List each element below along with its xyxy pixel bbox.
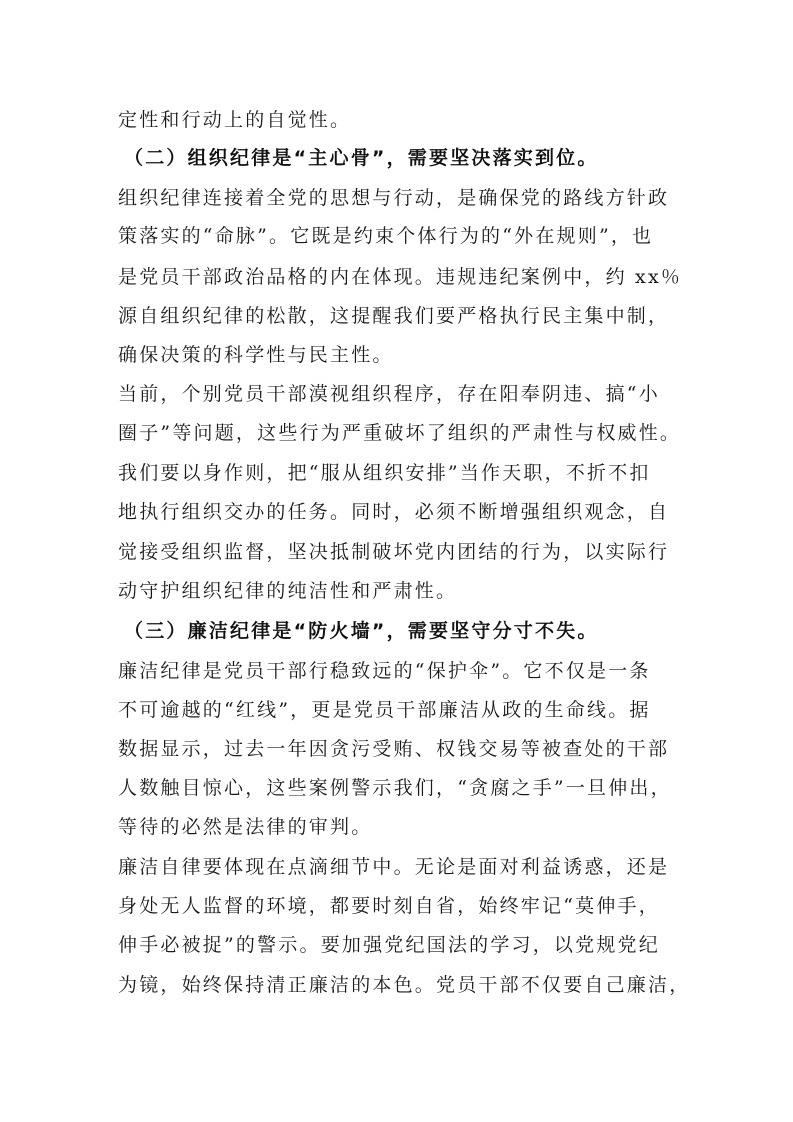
body-line: 不可逾越的“红线”，更是党员干部廉洁从政的生命线。据 bbox=[118, 699, 651, 721]
body-line: 地执行组织交办的任务。同时，必须不断增强组织观念，自 bbox=[118, 501, 670, 523]
body-line: 动守护组织纪律的纯洁性和严肃性。 bbox=[118, 580, 458, 602]
body-line: 是党员干部政治品格的内在体现。违规违纪案例中，约 xx％ bbox=[118, 266, 683, 288]
body-line: 等待的必然是法律的审判。 bbox=[118, 816, 373, 838]
body-line: 策落实的“命脉”。它既是约束个体行为的“外在规则”，也 bbox=[118, 225, 654, 247]
body-line: 身处无人监督的环境，都要时刻自省，始终牢记“莫伸手， bbox=[118, 895, 660, 917]
body-line: 廉洁自律要体现在点滴细节中。无论是面对利益诱惑，还是 bbox=[118, 856, 670, 878]
body-line: 组织纪律连接着全党的思想与行动，是确保党的路线方针政 bbox=[118, 187, 670, 209]
body-line: 源自组织纪律的松散，这提醒我们要严格执行民主集中制， bbox=[118, 305, 670, 327]
body-line: 人数触目惊心，这些案例警示我们，“贪腐之手”一旦伸出， bbox=[118, 777, 672, 799]
body-line: 廉洁纪律是党员干部行稳致远的“保护伞”。它不仅是一条 bbox=[118, 660, 651, 682]
body-line: 为镜，始终保持清正廉洁的本色。党员干部不仅要自己廉洁， bbox=[118, 974, 691, 996]
body-line: 当前，个别党员干部漠视组织程序，存在阳奉阴违、搞“小 bbox=[118, 383, 660, 405]
body-line: 我们要以身作则，把“服从组织安排”当作天职，不折不扣 bbox=[118, 462, 651, 484]
body-line: 确保决策的科学性与民主性。 bbox=[118, 344, 394, 366]
body-line: 定性和行动上的自觉性。 bbox=[118, 109, 352, 131]
section-heading-integrity: （三）廉洁纪律是“防火墙”，需要坚守分寸不失。 bbox=[124, 620, 599, 642]
section-heading-organization: （二）组织纪律是“主心骨”，需要坚决落实到位。 bbox=[124, 147, 599, 169]
body-line: 圈子”等问题，这些行为严重破坏了组织的严肃性与权威性。 bbox=[118, 422, 682, 444]
body-line: 觉接受组织监督，坚决抵制破坏党内团结的行为，以实际行 bbox=[118, 541, 670, 563]
body-line: 数据显示，过去一年因贪污受贿、权钱交易等被查处的干部 bbox=[118, 738, 670, 760]
body-line: 伸手必被捉”的警示。要加强党纪国法的学习，以党规党纪 bbox=[118, 934, 660, 956]
